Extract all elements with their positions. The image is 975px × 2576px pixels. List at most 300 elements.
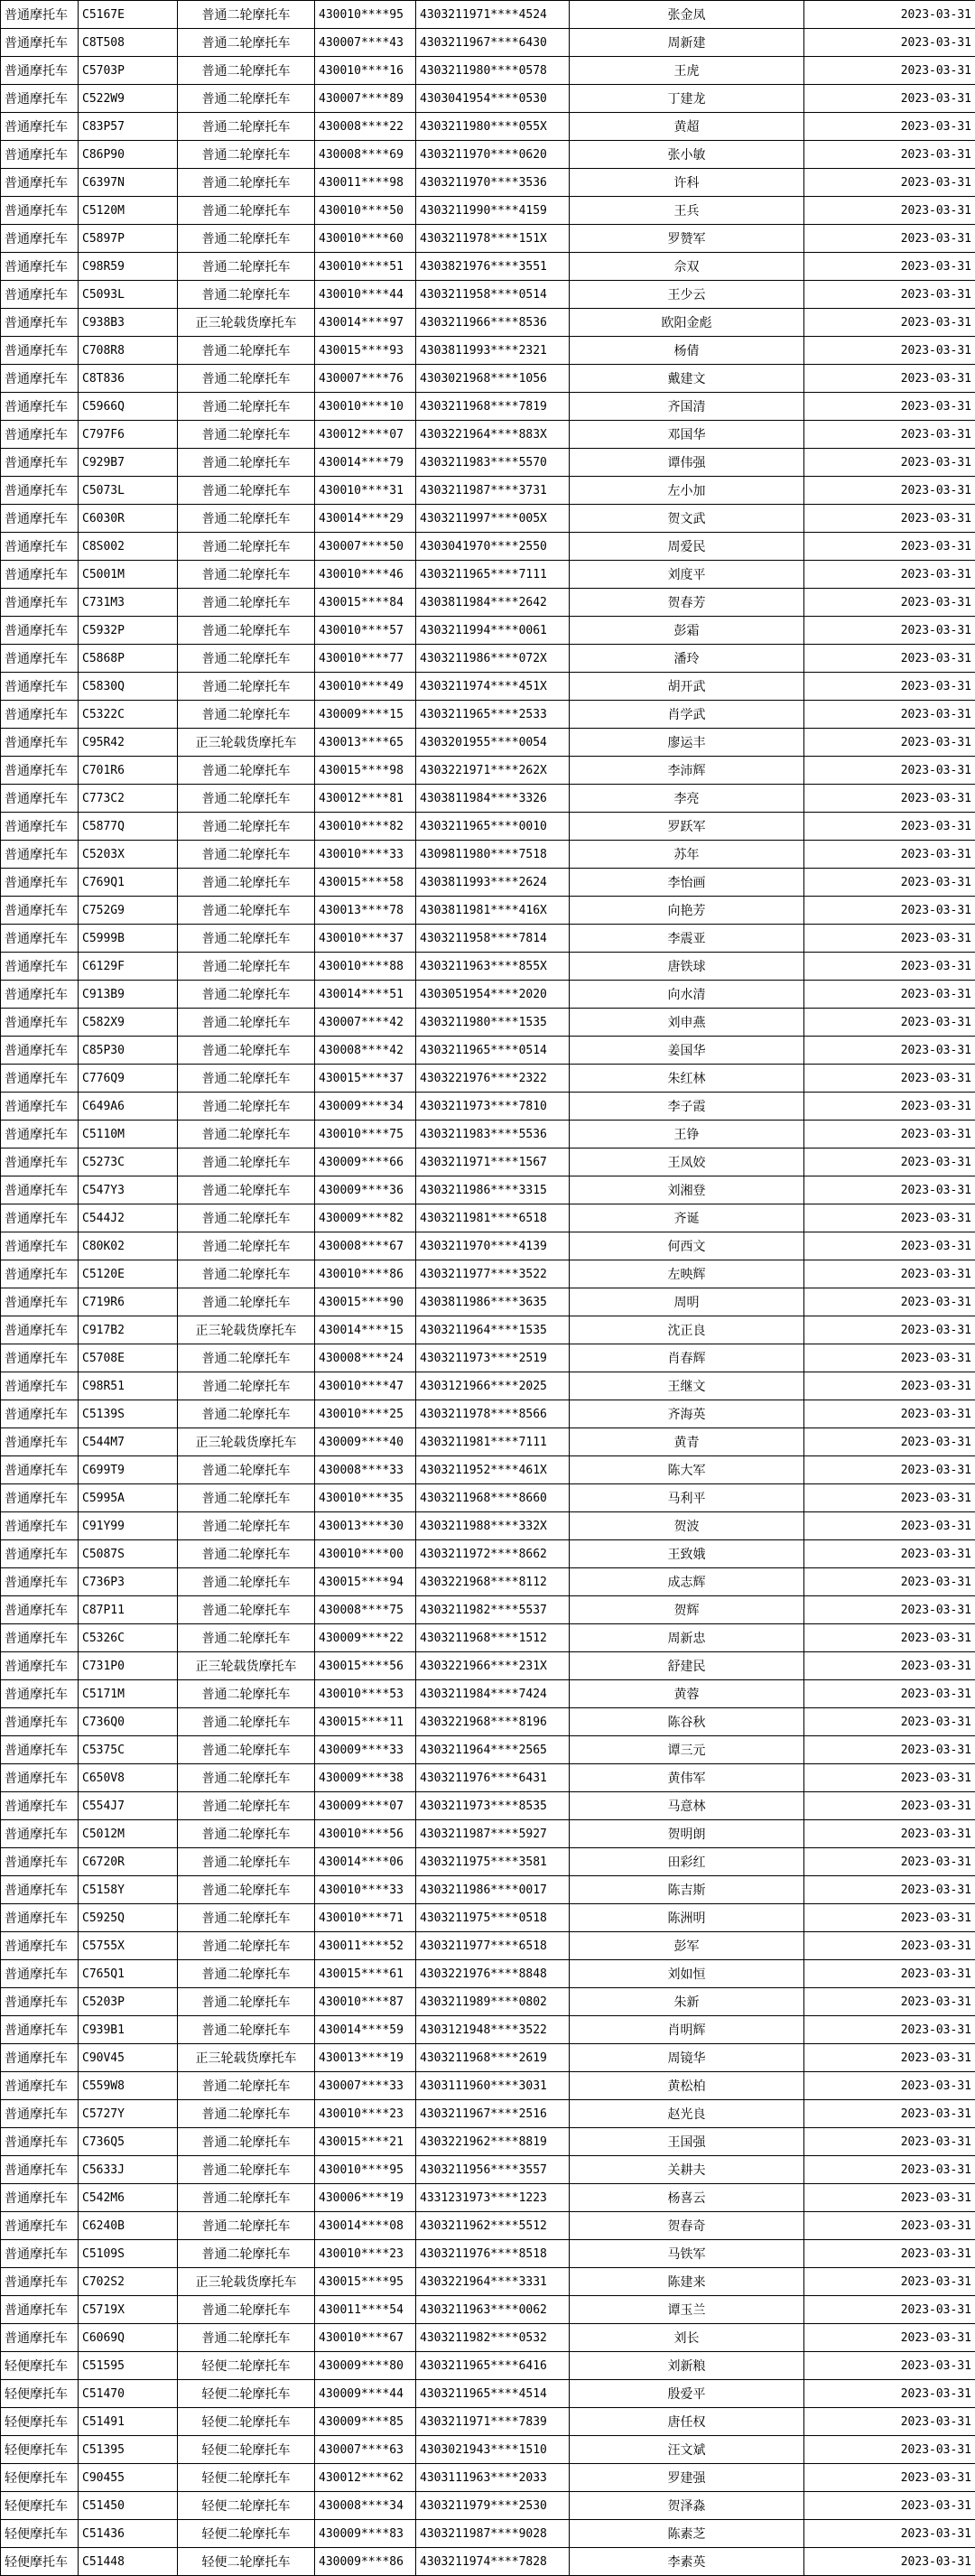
plate-number-cell: C938B3 xyxy=(79,309,178,337)
plate-number-cell: C5273C xyxy=(79,1149,178,1176)
owner-name-cell: 王少云 xyxy=(570,281,804,309)
id-number-cell: 4303211972****8662 xyxy=(416,1540,570,1568)
owner-name-cell: 沈正良 xyxy=(570,1316,804,1344)
vehicle-type-cell: 普通二轮摩托车 xyxy=(178,337,315,365)
table-row xyxy=(1,561,975,589)
vehicle-type-cell: 普通二轮摩托车 xyxy=(178,253,315,281)
vehicle-type-cell: 普通二轮摩托车 xyxy=(178,1065,315,1093)
table-row xyxy=(1,225,975,253)
plate-number-cell: C939B1 xyxy=(79,2016,178,2044)
id-number-cell: 4303051954****2020 xyxy=(416,981,570,1009)
vehicle-class-cell: 普通摩托车 xyxy=(1,365,79,393)
id-number-cell: 4303211973****2519 xyxy=(416,1344,570,1372)
date-cell: 2023-03-31 xyxy=(804,1932,975,1960)
plate-number-cell: C542M6 xyxy=(79,2184,178,2212)
vehicle-type-cell: 普通二轮摩托车 xyxy=(178,141,315,169)
id-number-cell: 4303811993****2321 xyxy=(416,337,570,365)
vehicle-class-cell: 普通摩托车 xyxy=(1,309,79,337)
id-number-cell: 4303111963****2033 xyxy=(416,2464,570,2492)
license-number-cell: 430010****44 xyxy=(315,281,416,309)
plate-number-cell: C559W8 xyxy=(79,2072,178,2100)
license-number-cell: 430015****98 xyxy=(315,757,416,785)
owner-name-cell: 贺泽淼 xyxy=(570,2492,804,2520)
vehicle-type-cell: 普通二轮摩托车 xyxy=(178,1400,315,1428)
table-row xyxy=(1,2212,975,2240)
vehicle-class-cell: 普通摩托车 xyxy=(1,1149,79,1176)
plate-number-cell: C5158Y xyxy=(79,1876,178,1904)
vehicle-type-cell: 普通二轮摩托车 xyxy=(178,365,315,393)
table-row xyxy=(1,1260,975,1288)
id-number-cell: 4303211977****3522 xyxy=(416,1260,570,1288)
owner-name-cell: 罗建强 xyxy=(570,2464,804,2492)
owner-name-cell: 许科 xyxy=(570,169,804,197)
owner-name-cell: 齐诞 xyxy=(570,1204,804,1232)
license-number-cell: 430010****35 xyxy=(315,1484,416,1512)
date-cell: 2023-03-31 xyxy=(804,981,975,1009)
owner-name-cell: 肖春辉 xyxy=(570,1344,804,1372)
table-row xyxy=(1,2072,975,2100)
table-row xyxy=(1,1428,975,1456)
plate-number-cell: C95R42 xyxy=(79,729,178,757)
vehicle-class-cell: 普通摩托车 xyxy=(1,841,79,869)
license-number-cell: 430010****25 xyxy=(315,1400,416,1428)
license-number-cell: 430009****33 xyxy=(315,1736,416,1764)
owner-name-cell: 关耕夫 xyxy=(570,2156,804,2184)
license-number-cell: 430009****40 xyxy=(315,1428,416,1456)
license-number-cell: 430014****06 xyxy=(315,1848,416,1876)
license-number-cell: 430006****19 xyxy=(315,2184,416,2212)
vehicle-type-cell: 普通二轮摩托车 xyxy=(178,1596,315,1624)
id-number-cell: 4303211979****2530 xyxy=(416,2492,570,2520)
id-number-cell: 4303211968****2619 xyxy=(416,2044,570,2072)
vehicle-type-cell: 普通二轮摩托车 xyxy=(178,1820,315,1848)
vehicle-type-cell: 普通二轮摩托车 xyxy=(178,1121,315,1149)
plate-number-cell: C5167E xyxy=(79,1,178,29)
vehicle-class-cell: 普通摩托车 xyxy=(1,813,79,841)
license-number-cell: 430015****84 xyxy=(315,589,416,617)
date-cell: 2023-03-31 xyxy=(804,2380,975,2408)
plate-number-cell: C736Q0 xyxy=(79,1708,178,1736)
date-cell: 2023-03-31 xyxy=(804,2268,975,2296)
plate-number-cell: C776Q9 xyxy=(79,1065,178,1093)
license-number-cell: 430015****58 xyxy=(315,869,416,897)
vehicle-type-cell: 普通二轮摩托车 xyxy=(178,1904,315,1932)
plate-number-cell: C699T9 xyxy=(79,1456,178,1484)
plate-number-cell: C87P11 xyxy=(79,1596,178,1624)
id-number-cell: 4303211980****055X xyxy=(416,113,570,141)
license-number-cell: 430008****67 xyxy=(315,1232,416,1260)
vehicle-type-cell: 普通二轮摩托车 xyxy=(178,869,315,897)
date-cell: 2023-03-31 xyxy=(804,701,975,729)
license-number-cell: 430010****23 xyxy=(315,2100,416,2128)
id-number-cell: 4303211978****8566 xyxy=(416,1400,570,1428)
license-number-cell: 430009****22 xyxy=(315,1624,416,1652)
id-number-cell: 4303211971****7839 xyxy=(416,2408,570,2436)
id-number-cell: 4303211958****0514 xyxy=(416,281,570,309)
vehicle-class-cell: 普通摩托车 xyxy=(1,1037,79,1065)
plate-number-cell: C6030R xyxy=(79,505,178,533)
date-cell: 2023-03-31 xyxy=(804,1960,975,1988)
plate-number-cell: C547Y3 xyxy=(79,1176,178,1204)
vehicle-type-cell: 普通二轮摩托车 xyxy=(178,1260,315,1288)
vehicle-class-cell: 普通摩托车 xyxy=(1,253,79,281)
license-number-cell: 430010****33 xyxy=(315,841,416,869)
plate-number-cell: C765Q1 xyxy=(79,1960,178,1988)
vehicle-type-cell: 普通二轮摩托车 xyxy=(178,981,315,1009)
vehicle-class-cell: 普通摩托车 xyxy=(1,477,79,505)
vehicle-class-cell: 普通摩托车 xyxy=(1,869,79,897)
id-number-cell: 4303211976****8518 xyxy=(416,2240,570,2268)
owner-name-cell: 向艳芳 xyxy=(570,897,804,925)
id-number-cell: 4303211956****3557 xyxy=(416,2156,570,2184)
id-number-cell: 4303211989****0802 xyxy=(416,1988,570,2016)
date-cell: 2023-03-31 xyxy=(804,1988,975,2016)
table-row xyxy=(1,1288,975,1316)
table-row xyxy=(1,729,975,757)
vehicle-type-cell: 普通二轮摩托车 xyxy=(178,1988,315,2016)
owner-name-cell: 杨喜云 xyxy=(570,2184,804,2212)
license-number-cell: 430010****71 xyxy=(315,1904,416,1932)
owner-name-cell: 殷爱平 xyxy=(570,2380,804,2408)
date-cell: 2023-03-31 xyxy=(804,1176,975,1204)
owner-name-cell: 王铮 xyxy=(570,1121,804,1149)
vehicle-class-cell: 普通摩托车 xyxy=(1,1512,79,1540)
date-cell: 2023-03-31 xyxy=(804,925,975,953)
id-number-cell: 4303211982****0532 xyxy=(416,2324,570,2352)
owner-name-cell: 李亮 xyxy=(570,785,804,813)
vehicle-class-cell: 普通摩托车 xyxy=(1,925,79,953)
plate-number-cell: C98R59 xyxy=(79,253,178,281)
plate-number-cell: C51395 xyxy=(79,2436,178,2464)
license-number-cell: 430008****42 xyxy=(315,1037,416,1065)
license-number-cell: 430011****54 xyxy=(315,2296,416,2324)
owner-name-cell: 朱红林 xyxy=(570,1065,804,1093)
table-row xyxy=(1,1456,975,1484)
table-row xyxy=(1,2324,975,2352)
table-row xyxy=(1,2240,975,2268)
owner-name-cell: 黄松柏 xyxy=(570,2072,804,2100)
owner-name-cell: 张小敏 xyxy=(570,141,804,169)
table-row xyxy=(1,169,975,197)
date-cell: 2023-03-31 xyxy=(804,337,975,365)
license-number-cell: 430010****95 xyxy=(315,1,416,29)
date-cell: 2023-03-31 xyxy=(804,645,975,673)
owner-name-cell: 胡开武 xyxy=(570,673,804,701)
owner-name-cell: 周新忠 xyxy=(570,1624,804,1652)
vehicle-class-cell: 轻便摩托车 xyxy=(1,2352,79,2380)
owner-name-cell: 陈素芝 xyxy=(570,2520,804,2548)
plate-number-cell: C5897P xyxy=(79,225,178,253)
plate-number-cell: C5322C xyxy=(79,701,178,729)
vehicle-type-cell: 普通二轮摩托车 xyxy=(178,225,315,253)
table-row xyxy=(1,2408,975,2436)
vehicle-type-cell: 普通二轮摩托车 xyxy=(178,617,315,645)
date-cell: 2023-03-31 xyxy=(804,2128,975,2156)
plate-number-cell: C6397N xyxy=(79,169,178,197)
license-number-cell: 430010****67 xyxy=(315,2324,416,2352)
license-number-cell: 430010****88 xyxy=(315,953,416,981)
owner-name-cell: 刘如恒 xyxy=(570,1960,804,1988)
vehicle-class-cell: 普通摩托车 xyxy=(1,2212,79,2240)
owner-name-cell: 黄伟军 xyxy=(570,1764,804,1792)
id-number-cell: 4303211968****7819 xyxy=(416,393,570,421)
date-cell: 2023-03-31 xyxy=(804,1848,975,1876)
id-number-cell: 4309811980****7518 xyxy=(416,841,570,869)
owner-name-cell: 李沛辉 xyxy=(570,757,804,785)
owner-name-cell: 佘双 xyxy=(570,253,804,281)
plate-number-cell: C8T836 xyxy=(79,365,178,393)
id-number-cell: 4303211958****7814 xyxy=(416,925,570,953)
id-number-cell: 4303211994****0061 xyxy=(416,617,570,645)
vehicle-class-cell: 普通摩托车 xyxy=(1,1988,79,2016)
owner-name-cell: 刘长 xyxy=(570,2324,804,2352)
vehicle-type-cell: 普通二轮摩托车 xyxy=(178,1708,315,1736)
id-number-cell: 4303211976****6431 xyxy=(416,1764,570,1792)
plate-number-cell: C51470 xyxy=(79,2380,178,2408)
id-number-cell: 4303211982****5537 xyxy=(416,1596,570,1624)
vehicle-class-cell: 普通摩托车 xyxy=(1,2072,79,2100)
id-number-cell: 4303211965****0010 xyxy=(416,813,570,841)
table-row xyxy=(1,1848,975,1876)
owner-name-cell: 马意林 xyxy=(570,1792,804,1820)
license-number-cell: 430015****11 xyxy=(315,1708,416,1736)
table-row xyxy=(1,477,975,505)
license-number-cell: 430013****19 xyxy=(315,2044,416,2072)
vehicle-class-cell: 普通摩托车 xyxy=(1,589,79,617)
date-cell: 2023-03-31 xyxy=(804,841,975,869)
vehicle-class-cell: 普通摩托车 xyxy=(1,2296,79,2324)
plate-number-cell: C5001M xyxy=(79,561,178,589)
date-cell: 2023-03-31 xyxy=(804,393,975,421)
vehicle-class-cell: 普通摩托车 xyxy=(1,1428,79,1456)
vehicle-class-cell: 普通摩托车 xyxy=(1,421,79,449)
license-number-cell: 430007****43 xyxy=(315,29,416,57)
vehicle-class-cell: 普通摩托车 xyxy=(1,1260,79,1288)
license-number-cell: 430007****42 xyxy=(315,1009,416,1037)
date-cell: 2023-03-31 xyxy=(804,1344,975,1372)
plate-number-cell: C5966Q xyxy=(79,393,178,421)
date-cell: 2023-03-31 xyxy=(804,225,975,253)
owner-name-cell: 谭玉兰 xyxy=(570,2296,804,2324)
vehicle-type-cell: 普通二轮摩托车 xyxy=(178,1,315,29)
table-row xyxy=(1,365,975,393)
vehicle-type-cell: 普通二轮摩托车 xyxy=(178,1932,315,1960)
license-number-cell: 430010****16 xyxy=(315,57,416,85)
vehicle-type-cell: 普通二轮摩托车 xyxy=(178,1736,315,1764)
vehicle-type-cell: 普通二轮摩托车 xyxy=(178,505,315,533)
id-number-cell: 4303811981****416X xyxy=(416,897,570,925)
license-number-cell: 430012****62 xyxy=(315,2464,416,2492)
date-cell: 2023-03-31 xyxy=(804,757,975,785)
vehicle-type-cell: 轻便二轮摩托车 xyxy=(178,2520,315,2548)
owner-name-cell: 陈吉斯 xyxy=(570,1876,804,1904)
vehicle-type-cell: 普通二轮摩托车 xyxy=(178,449,315,477)
id-number-cell: 4303221968****8112 xyxy=(416,1568,570,1596)
vehicle-type-cell: 普通二轮摩托车 xyxy=(178,561,315,589)
id-number-cell: 4303211963****855X xyxy=(416,953,570,981)
owner-name-cell: 左映辉 xyxy=(570,1260,804,1288)
owner-name-cell: 向水清 xyxy=(570,981,804,1009)
plate-number-cell: C8S002 xyxy=(79,533,178,561)
license-number-cell: 430014****29 xyxy=(315,505,416,533)
table-row xyxy=(1,1121,975,1149)
id-number-cell: 4303111960****3031 xyxy=(416,2072,570,2100)
date-cell: 2023-03-31 xyxy=(804,1764,975,1792)
vehicle-class-cell: 普通摩托车 xyxy=(1,2240,79,2268)
date-cell: 2023-03-31 xyxy=(804,169,975,197)
id-number-cell: 4303211968****8660 xyxy=(416,1484,570,1512)
date-cell: 2023-03-31 xyxy=(804,2240,975,2268)
vehicle-type-cell: 普通二轮摩托车 xyxy=(178,1876,315,1904)
vehicle-class-cell: 普通摩托车 xyxy=(1,1680,79,1708)
vehicle-type-cell: 正三轮载货摩托车 xyxy=(178,2044,315,2072)
plate-number-cell: C650V8 xyxy=(79,1764,178,1792)
owner-name-cell: 欧阳金彪 xyxy=(570,309,804,337)
plate-number-cell: C5326C xyxy=(79,1624,178,1652)
date-cell: 2023-03-31 xyxy=(804,421,975,449)
license-number-cell: 430015****93 xyxy=(315,337,416,365)
vehicle-type-cell: 普通二轮摩托车 xyxy=(178,1344,315,1372)
vehicle-type-cell: 普通二轮摩托车 xyxy=(178,1848,315,1876)
vehicle-class-cell: 普通摩托车 xyxy=(1,1372,79,1400)
license-number-cell: 430011****52 xyxy=(315,1932,416,1960)
table-row xyxy=(1,1736,975,1764)
vehicle-type-cell: 轻便二轮摩托车 xyxy=(178,2464,315,2492)
owner-name-cell: 陈谷秋 xyxy=(570,1708,804,1736)
table-row xyxy=(1,57,975,85)
owner-name-cell: 舒建民 xyxy=(570,1652,804,1680)
license-number-cell: 430007****50 xyxy=(315,533,416,561)
vehicle-class-cell: 普通摩托车 xyxy=(1,1204,79,1232)
owner-name-cell: 王国强 xyxy=(570,2128,804,2156)
id-number-cell: 4303211980****1535 xyxy=(416,1009,570,1037)
table-row xyxy=(1,785,975,813)
owner-name-cell: 刘申燕 xyxy=(570,1009,804,1037)
date-cell: 2023-03-31 xyxy=(804,1708,975,1736)
vehicle-type-cell: 普通二轮摩托车 xyxy=(178,2296,315,2324)
license-number-cell: 430015****56 xyxy=(315,1652,416,1680)
date-cell: 2023-03-31 xyxy=(804,1428,975,1456)
vehicle-type-cell: 普通二轮摩托车 xyxy=(178,785,315,813)
plate-number-cell: C90V45 xyxy=(79,2044,178,2072)
plate-number-cell: C5110M xyxy=(79,1121,178,1149)
table-row xyxy=(1,645,975,673)
owner-name-cell: 丁建龙 xyxy=(570,85,804,113)
license-number-cell: 430009****44 xyxy=(315,2380,416,2408)
plate-number-cell: C51436 xyxy=(79,2520,178,2548)
license-number-cell: 430014****08 xyxy=(315,2212,416,2240)
date-cell: 2023-03-31 xyxy=(804,2464,975,2492)
plate-number-cell: C5727Y xyxy=(79,2100,178,2128)
vehicle-type-cell: 普通二轮摩托车 xyxy=(178,2072,315,2100)
owner-name-cell: 陈洲明 xyxy=(570,1904,804,1932)
owner-name-cell: 李震亚 xyxy=(570,925,804,953)
table-row xyxy=(1,701,975,729)
id-number-cell: 4303211963****0062 xyxy=(416,2296,570,2324)
vehicle-class-cell: 普通摩托车 xyxy=(1,1960,79,1988)
vehicle-type-cell: 正三轮载货摩托车 xyxy=(178,309,315,337)
license-number-cell: 430015****61 xyxy=(315,1960,416,1988)
id-number-cell: 4303211990****4159 xyxy=(416,197,570,225)
date-cell: 2023-03-31 xyxy=(804,1484,975,1512)
vehicle-type-cell: 普通二轮摩托车 xyxy=(178,841,315,869)
owner-name-cell: 谭伟强 xyxy=(570,449,804,477)
owner-name-cell: 刘度平 xyxy=(570,561,804,589)
license-number-cell: 430014****15 xyxy=(315,1316,416,1344)
plate-number-cell: C5925Q xyxy=(79,1904,178,1932)
plate-number-cell: C702S2 xyxy=(79,2268,178,2296)
license-number-cell: 430010****37 xyxy=(315,925,416,953)
vehicle-type-cell: 普通二轮摩托车 xyxy=(178,1624,315,1652)
id-number-cell: 4303211975****3581 xyxy=(416,1848,570,1876)
vehicle-class-cell: 普通摩托车 xyxy=(1,1176,79,1204)
plate-number-cell: C83P57 xyxy=(79,113,178,141)
plate-number-cell: C51595 xyxy=(79,2352,178,2380)
vehicle-class-cell: 普通摩托车 xyxy=(1,2100,79,2128)
vehicle-class-cell: 普通摩托车 xyxy=(1,785,79,813)
id-number-cell: 4303211987****5927 xyxy=(416,1820,570,1848)
id-number-cell: 4303211981****6518 xyxy=(416,1204,570,1232)
id-number-cell: 4303211986****072X xyxy=(416,645,570,673)
date-cell: 2023-03-31 xyxy=(804,953,975,981)
owner-name-cell: 刘新粮 xyxy=(570,2352,804,2380)
vehicle-type-cell: 普通二轮摩托车 xyxy=(178,757,315,785)
date-cell: 2023-03-31 xyxy=(804,113,975,141)
license-number-cell: 430009****38 xyxy=(315,1764,416,1792)
vehicle-type-cell: 普通二轮摩托车 xyxy=(178,1149,315,1176)
vehicle-type-cell: 普通二轮摩托车 xyxy=(178,113,315,141)
vehicle-type-cell: 普通二轮摩托车 xyxy=(178,2324,315,2352)
date-cell: 2023-03-31 xyxy=(804,1065,975,1093)
vehicle-class-cell: 普通摩托车 xyxy=(1,1568,79,1596)
table-row xyxy=(1,617,975,645)
table-row xyxy=(1,1512,975,1540)
table-row xyxy=(1,1037,975,1065)
vehicle-type-cell: 普通二轮摩托车 xyxy=(178,2100,315,2128)
vehicle-class-cell: 普通摩托车 xyxy=(1,533,79,561)
owner-name-cell: 汪文斌 xyxy=(570,2436,804,2464)
owner-name-cell: 王虎 xyxy=(570,57,804,85)
plate-number-cell: C719R6 xyxy=(79,1288,178,1316)
license-number-cell: 430007****89 xyxy=(315,85,416,113)
vehicle-type-cell: 普通二轮摩托车 xyxy=(178,2184,315,2212)
id-number-cell: 4303211986****3315 xyxy=(416,1176,570,1204)
table-row xyxy=(1,813,975,841)
plate-number-cell: C773C2 xyxy=(79,785,178,813)
plate-number-cell: C736Q5 xyxy=(79,2128,178,2156)
vehicle-class-cell: 普通摩托车 xyxy=(1,1009,79,1037)
table-row xyxy=(1,533,975,561)
table-row xyxy=(1,2128,975,2156)
table-row xyxy=(1,2380,975,2408)
vehicle-type-cell: 普通二轮摩托车 xyxy=(178,1037,315,1065)
date-cell: 2023-03-31 xyxy=(804,281,975,309)
plate-number-cell: C769Q1 xyxy=(79,869,178,897)
vehicle-class-cell: 普通摩托车 xyxy=(1,1764,79,1792)
table-row xyxy=(1,841,975,869)
id-number-cell: 4303811984****2642 xyxy=(416,589,570,617)
vehicle-type-cell: 普通二轮摩托车 xyxy=(178,2240,315,2268)
owner-name-cell: 贺波 xyxy=(570,1512,804,1540)
id-number-cell: 4303211997****005X xyxy=(416,505,570,533)
date-cell: 2023-03-31 xyxy=(804,617,975,645)
vehicle-class-cell: 普通摩托车 xyxy=(1,1400,79,1428)
vehicle-type-cell: 普通二轮摩托车 xyxy=(178,2156,315,2184)
vehicle-type-cell: 轻便二轮摩托车 xyxy=(178,2408,315,2436)
vehicle-class-cell: 普通摩托车 xyxy=(1,113,79,141)
date-cell: 2023-03-31 xyxy=(804,2044,975,2072)
plate-number-cell: C708R8 xyxy=(79,337,178,365)
